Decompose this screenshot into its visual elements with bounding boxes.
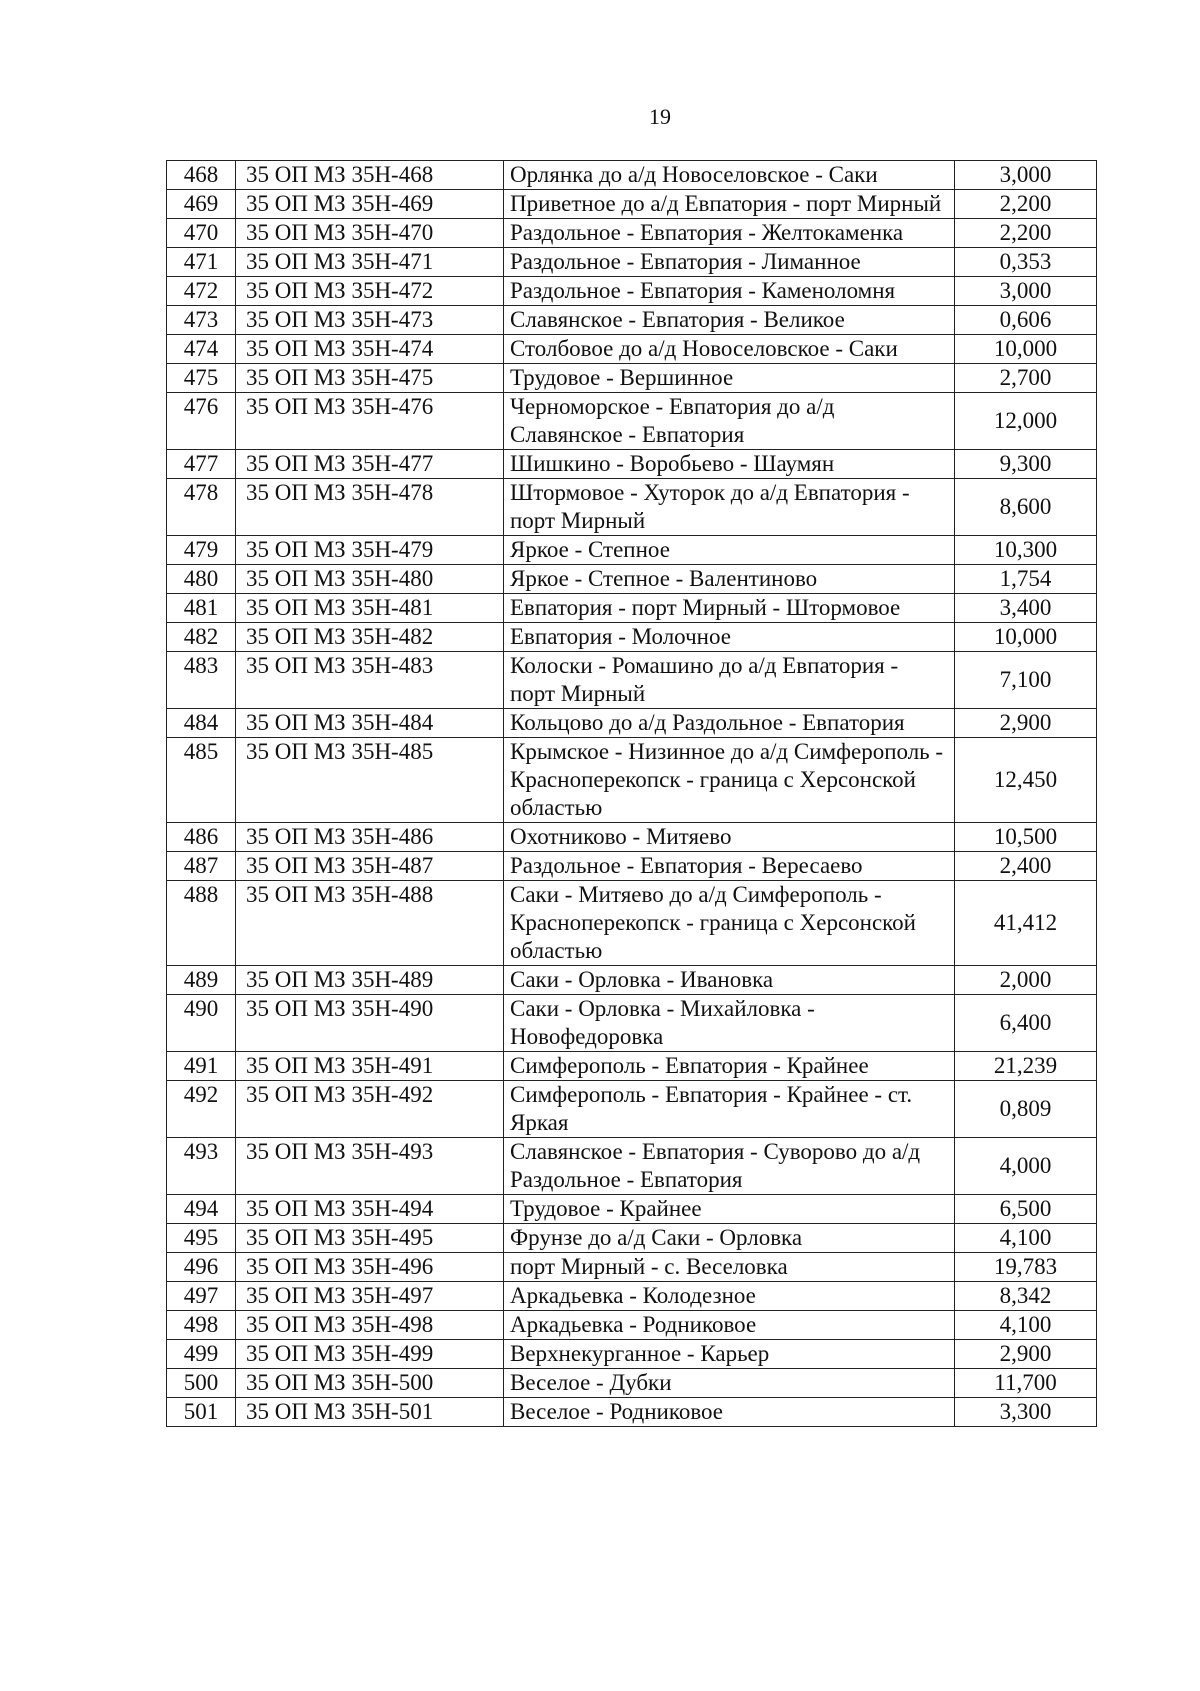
road-code-cell: 35 ОП МЗ 35Н-494 bbox=[236, 1195, 504, 1224]
road-length-cell: 0,809 bbox=[955, 1081, 1097, 1138]
table-row bbox=[167, 335, 1097, 364]
row-number-cell: 478 bbox=[167, 479, 236, 536]
row-number-cell: 482 bbox=[167, 623, 236, 652]
table-row bbox=[167, 1340, 1097, 1369]
table-row bbox=[167, 450, 1097, 479]
road-name-cell: Саки - Орловка - Ивановка bbox=[504, 966, 955, 995]
row-number-cell: 495 bbox=[167, 1224, 236, 1253]
road-length-cell: 2,700 bbox=[955, 364, 1097, 393]
road-code-cell: 35 ОП МЗ 35Н-488 bbox=[236, 881, 504, 966]
road-code-cell: 35 ОП МЗ 35Н-496 bbox=[236, 1253, 504, 1282]
row-number-cell: 501 bbox=[167, 1398, 236, 1427]
table-row bbox=[167, 594, 1097, 623]
road-code-cell: 35 ОП МЗ 35Н-476 bbox=[236, 393, 504, 450]
road-code-cell: 35 ОП МЗ 35Н-472 bbox=[236, 277, 504, 306]
road-code-cell: 35 ОП МЗ 35Н-470 bbox=[236, 219, 504, 248]
row-number-cell: 485 bbox=[167, 738, 236, 823]
road-name-cell: Орлянка до а/д Новоселовское - Саки bbox=[504, 161, 955, 190]
road-code-cell: 35 ОП МЗ 35Н-490 bbox=[236, 995, 504, 1052]
row-number-cell: 470 bbox=[167, 219, 236, 248]
road-name-cell: Симферополь - Евпатория - Крайнее - ст. Яркая bbox=[504, 1081, 955, 1138]
road-name-cell: Штормовое - Хуторок до а/д Евпатория - порт Мирный bbox=[504, 479, 955, 536]
row-number-cell: 468 bbox=[167, 161, 236, 190]
road-length-cell: 2,900 bbox=[955, 709, 1097, 738]
road-name-cell: Кольцово до а/д Раздольное - Евпатория bbox=[504, 709, 955, 738]
road-name-cell: Евпатория - Молочное bbox=[504, 623, 955, 652]
road-code-cell: 35 ОП МЗ 35Н-469 bbox=[236, 190, 504, 219]
road-name-cell: Верхнекурганное - Карьер bbox=[504, 1340, 955, 1369]
row-number-cell: 497 bbox=[167, 1282, 236, 1311]
row-number-cell: 477 bbox=[167, 450, 236, 479]
road-name-cell: Трудовое - Крайнее bbox=[504, 1195, 955, 1224]
table-row bbox=[167, 823, 1097, 852]
road-code-cell: 35 ОП МЗ 35Н-477 bbox=[236, 450, 504, 479]
road-length-cell: 3,300 bbox=[955, 1398, 1097, 1427]
table-row bbox=[167, 479, 1097, 536]
page-number: 19 bbox=[649, 104, 671, 129]
road-name-cell: Раздольное - Евпатория - Каменоломня bbox=[504, 277, 955, 306]
road-length-cell: 21,239 bbox=[955, 1052, 1097, 1081]
table-row bbox=[167, 277, 1097, 306]
road-code-cell: 35 ОП МЗ 35Н-481 bbox=[236, 594, 504, 623]
road-code-cell: 35 ОП МЗ 35Н-491 bbox=[236, 1052, 504, 1081]
road-name-cell: Саки - Орловка - Михайловка - Новофедоровка bbox=[504, 995, 955, 1052]
row-number-cell: 473 bbox=[167, 306, 236, 335]
road-length-cell: 4,100 bbox=[955, 1311, 1097, 1340]
road-name-cell: Яркое - Степное - Валентиново bbox=[504, 565, 955, 594]
road-code-cell: 35 ОП МЗ 35Н-475 bbox=[236, 364, 504, 393]
row-number-cell: 488 bbox=[167, 881, 236, 966]
road-name-cell: Аркадьевка - Колодезное bbox=[504, 1282, 955, 1311]
table-row bbox=[167, 966, 1097, 995]
road-length-cell: 4,000 bbox=[955, 1138, 1097, 1195]
road-length-cell: 7,100 bbox=[955, 652, 1097, 709]
table-row bbox=[167, 1398, 1097, 1427]
table-row bbox=[167, 1369, 1097, 1398]
road-name-cell: Славянское - Евпатория - Суворово до а/д Раздольное - Евпатория bbox=[504, 1138, 955, 1195]
road-length-cell: 12,450 bbox=[955, 738, 1097, 823]
road-code-cell: 35 ОП МЗ 35Н-474 bbox=[236, 335, 504, 364]
table-row bbox=[167, 652, 1097, 709]
road-length-cell: 12,000 bbox=[955, 393, 1097, 450]
road-length-cell: 3,400 bbox=[955, 594, 1097, 623]
road-code-cell: 35 ОП МЗ 35Н-485 bbox=[236, 738, 504, 823]
road-code-cell: 35 ОП МЗ 35Н-478 bbox=[236, 479, 504, 536]
road-code-cell: 35 ОП МЗ 35Н-489 bbox=[236, 966, 504, 995]
road-length-cell: 4,100 bbox=[955, 1224, 1097, 1253]
road-name-cell: Крымское - Низинное до а/д Симферополь - Красноперекопск - граница с Херсонской областью bbox=[504, 738, 955, 823]
road-length-cell: 3,000 bbox=[955, 161, 1097, 190]
road-length-cell: 0,606 bbox=[955, 306, 1097, 335]
row-number-cell: 500 bbox=[167, 1369, 236, 1398]
row-number-cell: 471 bbox=[167, 248, 236, 277]
row-number-cell: 498 bbox=[167, 1311, 236, 1340]
row-number-cell: 484 bbox=[167, 709, 236, 738]
table-row bbox=[167, 1195, 1097, 1224]
road-name-cell: порт Мирный - с. Веселовка bbox=[504, 1253, 955, 1282]
table-row bbox=[167, 161, 1097, 190]
road-length-cell: 2,000 bbox=[955, 966, 1097, 995]
road-code-cell: 35 ОП МЗ 35Н-493 bbox=[236, 1138, 504, 1195]
table-row bbox=[167, 1081, 1097, 1138]
row-number-cell: 489 bbox=[167, 966, 236, 995]
road-length-cell: 6,400 bbox=[955, 995, 1097, 1052]
table-row bbox=[167, 995, 1097, 1052]
road-code-cell: 35 ОП МЗ 35Н-468 bbox=[236, 161, 504, 190]
row-number-cell: 472 bbox=[167, 277, 236, 306]
row-number-cell: 493 bbox=[167, 1138, 236, 1195]
road-code-cell: 35 ОП МЗ 35Н-483 bbox=[236, 652, 504, 709]
road-name-cell: Раздольное - Евпатория - Желтокаменка bbox=[504, 219, 955, 248]
row-number-cell: 487 bbox=[167, 852, 236, 881]
table-row bbox=[167, 1138, 1097, 1195]
road-length-cell: 8,600 bbox=[955, 479, 1097, 536]
table-row bbox=[167, 709, 1097, 738]
table-row bbox=[167, 565, 1097, 594]
road-length-cell: 2,400 bbox=[955, 852, 1097, 881]
road-name-cell: Яркое - Степное bbox=[504, 536, 955, 565]
table-row bbox=[167, 852, 1097, 881]
road-code-cell: 35 ОП МЗ 35Н-498 bbox=[236, 1311, 504, 1340]
road-length-cell: 0,353 bbox=[955, 248, 1097, 277]
row-number-cell: 483 bbox=[167, 652, 236, 709]
row-number-cell: 494 bbox=[167, 1195, 236, 1224]
road-code-cell: 35 ОП МЗ 35Н-497 bbox=[236, 1282, 504, 1311]
table-row bbox=[167, 364, 1097, 393]
table-row bbox=[167, 881, 1097, 966]
road-length-cell: 10,000 bbox=[955, 623, 1097, 652]
table-row bbox=[167, 738, 1097, 823]
row-number-cell: 475 bbox=[167, 364, 236, 393]
roads-table bbox=[166, 160, 1097, 1427]
road-length-cell: 11,700 bbox=[955, 1369, 1097, 1398]
road-name-cell: Веселое - Дубки bbox=[504, 1369, 955, 1398]
row-number-cell: 499 bbox=[167, 1340, 236, 1369]
road-length-cell: 8,342 bbox=[955, 1282, 1097, 1311]
road-name-cell: Приветное до а/д Евпатория - порт Мирный bbox=[504, 190, 955, 219]
road-name-cell: Фрунзе до а/д Саки - Орловка bbox=[504, 1224, 955, 1253]
road-code-cell: 35 ОП МЗ 35Н-482 bbox=[236, 623, 504, 652]
road-length-cell: 2,900 bbox=[955, 1340, 1097, 1369]
row-number-cell: 490 bbox=[167, 995, 236, 1052]
table-row bbox=[167, 623, 1097, 652]
table-row bbox=[167, 536, 1097, 565]
road-name-cell: Столбовое до а/д Новоселовское - Саки bbox=[504, 335, 955, 364]
roads-table-body bbox=[167, 161, 1097, 1427]
road-code-cell: 35 ОП МЗ 35Н-486 bbox=[236, 823, 504, 852]
road-name-cell: Евпатория - порт Мирный - Штормовое bbox=[504, 594, 955, 623]
road-code-cell: 35 ОП МЗ 35Н-501 bbox=[236, 1398, 504, 1427]
road-name-cell: Колоски - Ромашино до а/д Евпатория - порт Мирный bbox=[504, 652, 955, 709]
road-length-cell: 1,754 bbox=[955, 565, 1097, 594]
road-code-cell: 35 ОП МЗ 35Н-499 bbox=[236, 1340, 504, 1369]
road-length-cell: 10,500 bbox=[955, 823, 1097, 852]
road-code-cell: 35 ОП МЗ 35Н-484 bbox=[236, 709, 504, 738]
table-row bbox=[167, 393, 1097, 450]
road-code-cell: 35 ОП МЗ 35Н-471 bbox=[236, 248, 504, 277]
row-number-cell: 491 bbox=[167, 1052, 236, 1081]
road-name-cell: Веселое - Родниковое bbox=[504, 1398, 955, 1427]
road-code-cell: 35 ОП МЗ 35Н-473 bbox=[236, 306, 504, 335]
table-row bbox=[167, 1311, 1097, 1340]
road-length-cell: 10,300 bbox=[955, 536, 1097, 565]
road-name-cell: Раздольное - Евпатория - Вересаево bbox=[504, 852, 955, 881]
road-length-cell: 10,000 bbox=[955, 335, 1097, 364]
road-name-cell: Симферополь - Евпатория - Крайнее bbox=[504, 1052, 955, 1081]
row-number-cell: 492 bbox=[167, 1081, 236, 1138]
road-name-cell: Черноморское - Евпатория до а/д Славянское - Евпатория bbox=[504, 393, 955, 450]
table-row bbox=[167, 1052, 1097, 1081]
road-name-cell: Славянское - Евпатория - Великое bbox=[504, 306, 955, 335]
road-length-cell: 3,000 bbox=[955, 277, 1097, 306]
road-name-cell: Саки - Митяево до а/д Симферополь - Красноперекопск - граница с Херсонской областью bbox=[504, 881, 955, 966]
road-name-cell: Трудовое - Вершинное bbox=[504, 364, 955, 393]
road-code-cell: 35 ОП МЗ 35Н-487 bbox=[236, 852, 504, 881]
road-code-cell: 35 ОП МЗ 35Н-495 bbox=[236, 1224, 504, 1253]
row-number-cell: 476 bbox=[167, 393, 236, 450]
road-length-cell: 19,783 bbox=[955, 1253, 1097, 1282]
road-length-cell: 41,412 bbox=[955, 881, 1097, 966]
row-number-cell: 481 bbox=[167, 594, 236, 623]
road-name-cell: Шишкино - Воробьево - Шаумян bbox=[504, 450, 955, 479]
road-length-cell: 9,300 bbox=[955, 450, 1097, 479]
table-row bbox=[167, 1253, 1097, 1282]
row-number-cell: 486 bbox=[167, 823, 236, 852]
row-number-cell: 480 bbox=[167, 565, 236, 594]
row-number-cell: 496 bbox=[167, 1253, 236, 1282]
road-length-cell: 6,500 bbox=[955, 1195, 1097, 1224]
road-code-cell: 35 ОП МЗ 35Н-479 bbox=[236, 536, 504, 565]
table-row bbox=[167, 306, 1097, 335]
road-length-cell: 2,200 bbox=[955, 219, 1097, 248]
row-number-cell: 469 bbox=[167, 190, 236, 219]
road-name-cell: Аркадьевка - Родниковое bbox=[504, 1311, 955, 1340]
road-code-cell: 35 ОП МЗ 35Н-492 bbox=[236, 1081, 504, 1138]
road-length-cell: 2,200 bbox=[955, 190, 1097, 219]
table-row bbox=[167, 1224, 1097, 1253]
road-code-cell: 35 ОП МЗ 35Н-480 bbox=[236, 565, 504, 594]
table-row bbox=[167, 219, 1097, 248]
table-row bbox=[167, 248, 1097, 277]
road-name-cell: Охотниково - Митяево bbox=[504, 823, 955, 852]
row-number-cell: 474 bbox=[167, 335, 236, 364]
road-code-cell: 35 ОП МЗ 35Н-500 bbox=[236, 1369, 504, 1398]
road-name-cell: Раздольное - Евпатория - Лиманное bbox=[504, 248, 955, 277]
table-row bbox=[167, 1282, 1097, 1311]
row-number-cell: 479 bbox=[167, 536, 236, 565]
table-row bbox=[167, 190, 1097, 219]
